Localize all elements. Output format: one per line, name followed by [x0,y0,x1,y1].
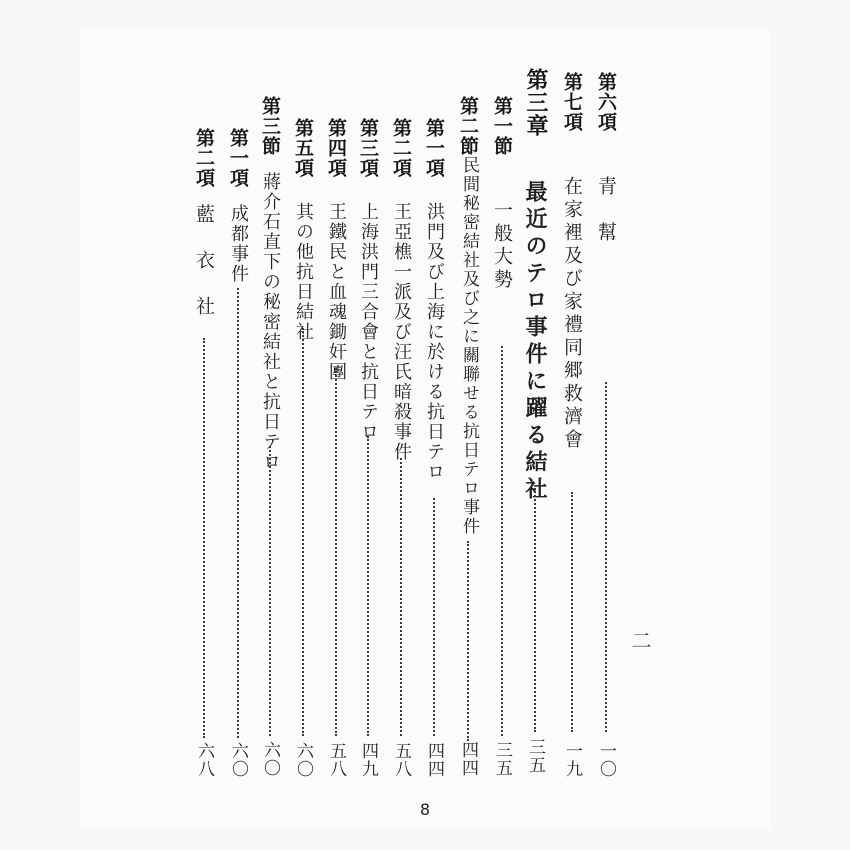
entry-page-number: 四四 [458,741,478,777]
toc-entry-item-5 [287,118,319,830]
dot-leader [534,488,536,732]
entry-page-number: 五八 [391,742,411,778]
entry-title: 其の他抗日結社 [293,202,314,342]
chapter-label: 第三章 [523,68,548,137]
entry-title: 成都事件 [228,204,249,284]
dot-leader [467,541,469,741]
toc-entry-section-1 [486,96,518,808]
dot-leader [237,288,239,738]
toc-entry-section-3 [254,96,286,808]
entry-page-number: 一九 [562,742,582,778]
toc-entry-chapter-3 [519,68,551,780]
toc-entry-item-3 [352,118,384,830]
entry-title: 民間秘密結社及び之に關聯せる抗日テロ事件 [459,156,479,536]
entry-page-number: 六〇 [228,742,248,778]
entry-label: 第七項 [561,72,583,132]
entry-label: 第五項 [292,118,314,178]
running-page-number: 二 [628,630,652,650]
entry-label: 第一節 [491,96,513,156]
entry-label: 第三項 [357,118,379,178]
toc-entry-item-2b [188,128,220,840]
toc-entry-item-2 [385,118,417,830]
toc-entry-item-7 [556,72,588,784]
entry-label: 第二項 [390,118,412,178]
dot-leader [367,436,369,736]
entry-label: 第三節 [259,96,281,156]
entry-page-number: 六〇 [293,742,313,778]
dot-leader [433,498,435,736]
entry-title: 青 幫 [595,176,617,245]
entry-title: 王亞樵一派及び汪氏暗殺事件 [391,202,412,462]
dot-leader [335,368,337,736]
entry-page-number: 一〇 [596,742,616,778]
entry-title: 上海洪門三合會と抗日テロ [358,202,379,442]
dot-leader [605,382,607,732]
entry-label: 第二項 [193,128,215,188]
toc-entry-item-1b [222,128,254,840]
entry-title: 蔣介石直下の秘密結社と抗日テロ [260,172,281,472]
toc-entry-item-1 [418,118,450,830]
toc-entry-item-4 [320,118,352,830]
entry-page-number: 六〇 [260,741,280,777]
toc-entry-item-6 [590,72,622,784]
entry-label: 第六項 [595,72,617,132]
entry-title: 王鐵民と血魂鋤奸團 [326,202,347,382]
entry-page-number: 六八 [194,742,214,778]
entry-title: 在家裡及び家禮同郷救濟會 [561,176,583,452]
entry-title: 一般大勢 [491,200,513,292]
entry-title: 洪門及び上海に於ける抗日テロ [424,202,445,482]
folio-number: 8 [419,800,431,819]
entry-page-number: 四九 [358,742,378,778]
entry-label: 第一項 [423,118,445,178]
dot-leader [501,346,503,736]
entry-label: 第一項 [227,128,249,188]
dot-leader [269,446,271,736]
entry-page-number: 三五 [525,738,545,774]
dot-leader [203,338,205,738]
dot-leader [400,458,402,736]
chapter-title: 最近のテロ事件に躍る結社 [522,180,548,504]
entry-page-number: 五八 [326,742,346,778]
entry-page-number: 四四 [424,742,444,778]
entry-title: 藍 衣 社 [193,204,215,319]
dot-leader [302,328,304,736]
entry-label: 第四項 [325,118,347,178]
entry-page-number: 三五 [492,741,512,777]
dot-leader [571,492,573,732]
entry-label: 第二節 [457,96,479,156]
toc-entry-section-2 [452,96,484,808]
